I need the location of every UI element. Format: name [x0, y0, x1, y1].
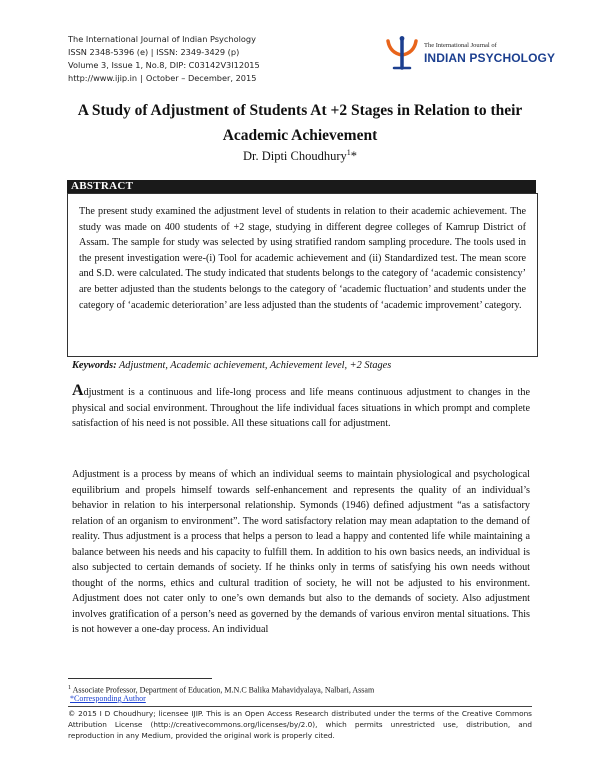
paragraph-2: Adjustment is a process by means of which an individual seems to maintain physiological and psychological equilibrium and propels himself towards self-enhancement and represents the quality of an individual’s behavior in relation to his interpersonal relationship. Symonds (1946) defined adjustment “as a satisfactory relation of an organism to environment”. The word satisfactory relation may mean adaptation to the demand of reality. Thus adjustment is a process that helps a person to lead a happy and contented life while maintaining a balance between his needs and his capacity to fulfill them. In addition to his own basics needs, an individual is also subjected to certain demands of society. If he thinks only in terms of satisfying his own needs without thought of the norms, ethics and cultural tradition of society, he will not be adjusted to his environment. Adjustment does not cater only to one’s own demands but also to the demands of society. Also adjustment involves gratification of a person’s need as governed by the demands of various environ mental situations. This is not however a one-day process. An individual: [72, 469, 530, 635]
keywords-label: Keywords:: [72, 360, 117, 371]
abstract-heading: ABSTRACT: [67, 180, 536, 193]
author-star: *: [350, 149, 358, 164]
logo-title: INDIAN PSYCHOLOGY: [424, 51, 556, 65]
footnote-text: Associate Professor, Department of Education, M.N.C Balika Mahavidyalaya, Nalbari, Assam: [72, 685, 375, 695]
author-name: Dr. Dipti Choudhury: [242, 149, 347, 164]
title-line-1: A Study of Adjustment of Students At +2 Stages in Relation to their: [77, 102, 523, 119]
abstract-box: [67, 193, 538, 357]
license-text: © 2015 I D Choudhury; licensee IJIP. This is an Open Access Research distributed under the terms of the Creative Commons Attribution License (http://creativecommons.org/licenses/by/2.0), which permits unrestricted use, distribution, and reproduction in any Medium, provided the original work is properly cited.: [68, 709, 532, 740]
paper-title: [60, 98, 540, 148]
website-date-line: http://www.ijip.in | October – December, 2015: [68, 73, 257, 83]
drop-cap: A: [72, 382, 84, 399]
issn-line: ISSN 2348-5396 (e) | ISSN: 2349-3429 (p): [68, 47, 240, 57]
paragraph-1-text: djustment is a continuous and life-long process and life means continuous adjustment to changes in the physical and social environment. Throughout the life individual faces situations in which prompt and complete satisfaction of his need is not possible. All these situations call for adjustment.: [72, 387, 530, 429]
footnote-divider: [68, 678, 212, 679]
journal-header: [68, 33, 556, 95]
paragraph-1: [72, 383, 530, 432]
logo-subtitle: The International Journal of: [424, 42, 497, 49]
abstract-text: The present study examined the adjustment level of students in relation to their academic achievement. The study was made on 400 students of +2 stage, studying in different degree colleges of Kamrup District of Assam. The sample for study was selected by using stratified random sampling procedure. The tools used in the present investigation were-(i) Tool for academic achievement and (ii) Standardized test. The mean score and S.D. were calculated. The study indicated that students belongs to the category of ‘academic consistency’ are better adjusted than the students belongs to the category of ‘academic fluctuation’ and students under the category of ‘academic deterioration’ are less adjusted than the students of ‘academic improvement’ category.: [79, 206, 526, 311]
volume-line: Volume 3, Issue 1, No.8, DIP: C03142V3I12015: [68, 60, 260, 70]
title-line-2: Academic Achievement: [222, 127, 378, 144]
keywords-text: Adjustment, Academic achievement, Achievement level, +2 Stages: [119, 360, 392, 371]
journal-info: [68, 33, 260, 85]
website-link[interactable]: http://www.ijip.in: [68, 73, 138, 83]
journal-logo: [384, 35, 556, 73]
psi-logo-icon: [384, 35, 420, 71]
journal-name: The International Journal of Indian Psychology: [68, 34, 256, 44]
date-range: October – December, 2015: [145, 73, 257, 83]
footnote-mark: 1: [68, 685, 71, 691]
author-affiliation-mark: 1: [346, 148, 351, 157]
license-divider: [68, 706, 532, 707]
author-line: [60, 148, 540, 164]
corresponding-author-link[interactable]: *Corresponding Author: [70, 694, 146, 703]
keywords-line: [72, 360, 391, 371]
